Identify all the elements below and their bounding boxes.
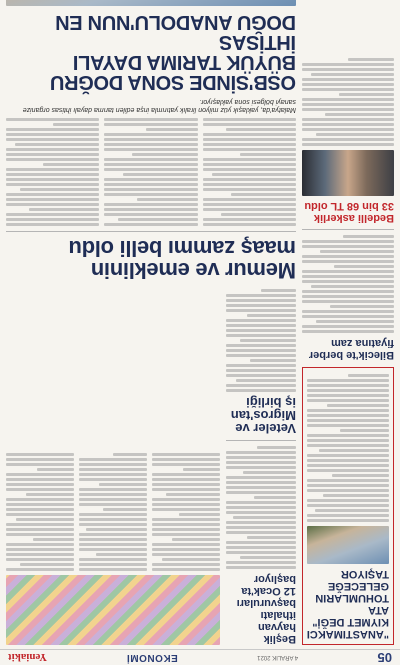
officials-photo — [302, 150, 394, 196]
osb-deck: Malatya'da, yaklaşık yüz milyon liralık yatırımla inşa edilen tarıma dayalı ihtisas organize sanayi bölgesi sona yaklaşıyor. — [22, 98, 296, 113]
osb-photo — [6, 0, 296, 6]
story-ata-tohum — [302, 367, 394, 645]
main-area — [6, 6, 296, 645]
section-title: EKONOMİ — [126, 652, 178, 663]
side-body-hayvan — [226, 446, 296, 569]
side-stories — [226, 287, 296, 645]
memur-story — [6, 287, 220, 645]
story-ata-tohum-body — [307, 374, 389, 522]
osb-headline-line3: OSB'SİNDE SONA DOĞRU — [50, 71, 296, 93]
side-headline-hayvan: Beşlik hayvan ithalatı başvuruları 12 Ocak'ta başlıyor — [236, 573, 296, 645]
story-berber — [302, 235, 394, 361]
memur-headline-line2: maaş zammı belli oldu — [68, 236, 296, 261]
osb-story — [6, 116, 296, 226]
osb-headline-line2: BÜYÜK TARIMA DAYALI İHTİSAS — [73, 31, 296, 73]
osb-headline-line1: DOĞU ANADOLU'NUN EN — [55, 11, 296, 33]
memur-headline-line1: Memur ve emeklinin — [91, 258, 296, 283]
divider — [6, 231, 296, 232]
osb-body-wrap — [6, 116, 296, 226]
osb-body — [6, 116, 296, 226]
page-header — [0, 649, 400, 665]
story-berber-body — [302, 235, 394, 333]
issue-date: 4 ARALIK 2021 — [257, 654, 299, 661]
left-column — [302, 6, 394, 645]
osb-headline-block — [6, 12, 296, 92]
story-bedelli — [302, 58, 394, 224]
money-photo — [6, 575, 220, 645]
seeds-photo — [307, 526, 389, 564]
upper-block — [6, 287, 296, 645]
divider — [226, 440, 296, 441]
page-number: 05 — [377, 650, 392, 665]
story-berber-headline: Bilecik'te berber fiyatına zam — [308, 337, 394, 361]
divider — [302, 229, 394, 230]
memur-body — [6, 451, 220, 571]
memur-headline-block — [6, 237, 296, 281]
story-bedelli-headline: Bedelli askerlik 33 bin 68 TL oldu — [304, 200, 394, 224]
story-bedelli-body — [302, 58, 394, 146]
side-body-migros — [226, 289, 296, 392]
newspaper-logo: Yeniakit — [8, 651, 48, 664]
story-ata-tohum-headline: "ANASTIMAKCI KIYMET DEĞİ" ATA TOHUMLARIN GELECEĞE TAŞIYOR — [306, 568, 389, 640]
side-headline-migros: Veteler ve Migros'tan iş birliği — [230, 395, 296, 436]
